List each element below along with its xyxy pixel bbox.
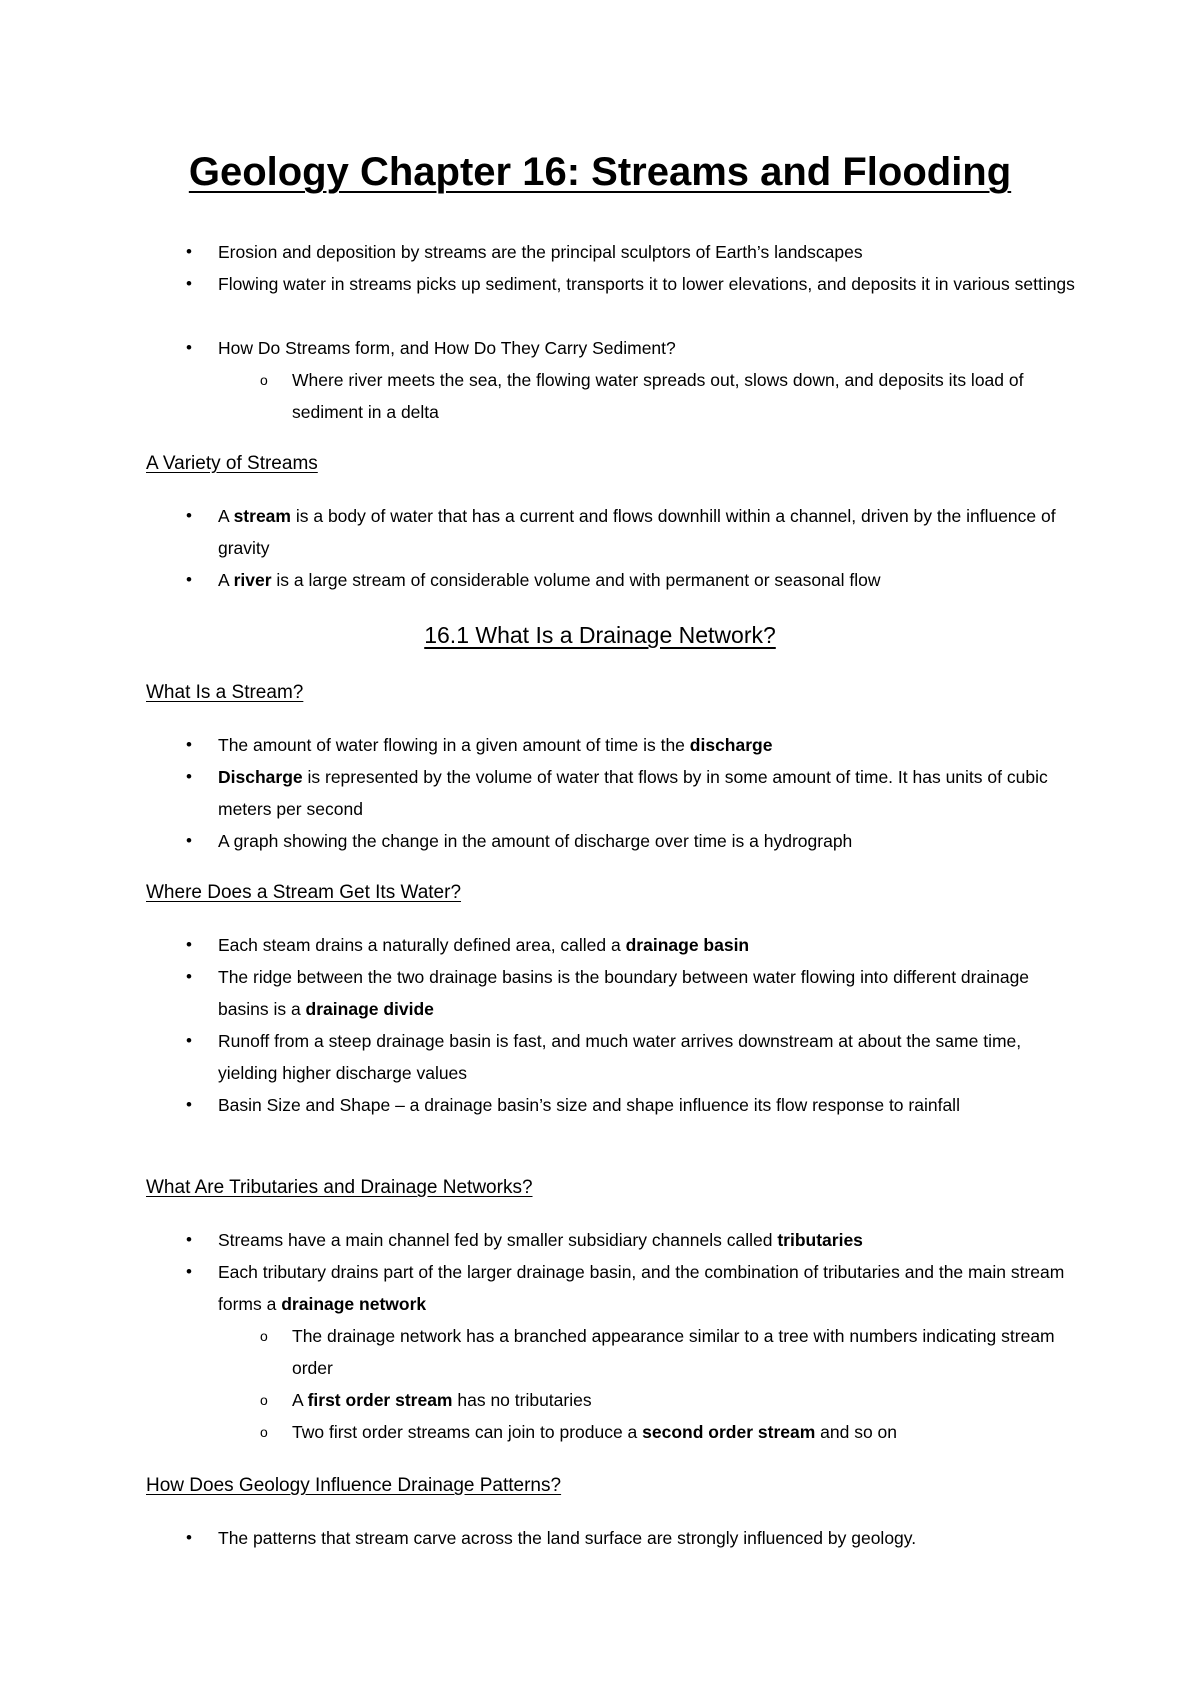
list-item: • Discharge is represented by the volume of water that flows by in some amount of time. It has units of cubic meters per second [218,761,1078,825]
list-item: • The amount of water flowing in a given amount of time is the discharge [218,729,1078,761]
list-item: • How Do Streams form, and How Do They Carry Sediment? [218,332,1078,364]
list-item: • Erosion and deposition by streams are the principal sculptors of Earth’s landscapes [218,236,1078,268]
list-item: • Streams have a main channel fed by smaller subsidiary channels called tributaries [218,1224,1078,1256]
section-heading: What Is a Stream? [146,682,304,703]
section-heading: How Does Geology Influence Drainage Patterns? [146,1475,562,1496]
sub-list-item: o Two first order streams can join to produce a second order stream and so on [292,1416,1072,1448]
list-item: • Runoff from a steep drainage basin is fast, and much water arrives downstream at about the same time, yielding higher discharge values [218,1025,1078,1089]
list-item: • A graph showing the change in the amount of discharge over time is a hydrograph [218,825,1078,857]
list-item: • Each steam drains a naturally defined area, called a drainage basin [218,929,1078,961]
section-heading: What Are Tributaries and Drainage Networks? [146,1177,533,1198]
page-title: Geology Chapter 16: Streams and Flooding [188,150,1012,194]
list-item: • Each tributary drains part of the larger drainage basin, and the combination of tributaries and the main stream forms a drainage network [218,1256,1078,1320]
list-item: • Flowing water in streams picks up sediment, transports it to lower elevations, and deposits it in various settings [218,268,1078,300]
list-item: • The ridge between the two drainage basins is the boundary between water flowing into different drainage basins is a drainage divide [218,961,1078,1025]
list-item: • A stream is a body of water that has a current and flows downhill within a channel, driven by the influence of gravity [218,500,1078,564]
chapter-section-heading: 16.1 What Is a Drainage Network? [424,622,776,648]
section-heading: Where Does a Stream Get Its Water? [146,882,462,903]
sub-list-item: o A first order stream has no tributaries [292,1384,1072,1416]
list-item: • The patterns that stream carve across the land surface are strongly influenced by geology. [218,1522,1078,1554]
list-item: • A river is a large stream of considerable volume and with permanent or seasonal flow [218,564,1078,596]
list-item: • Basin Size and Shape – a drainage basin’s size and shape influence its flow response to rainfall [218,1089,1078,1121]
sub-list-item: o Where river meets the sea, the flowing water spreads out, slows down, and deposits its load of sediment in a delta [292,364,1072,428]
section-heading: A Variety of Streams [146,453,318,474]
sub-list-item: o The drainage network has a branched appearance similar to a tree with numbers indicating stream order [292,1320,1072,1384]
